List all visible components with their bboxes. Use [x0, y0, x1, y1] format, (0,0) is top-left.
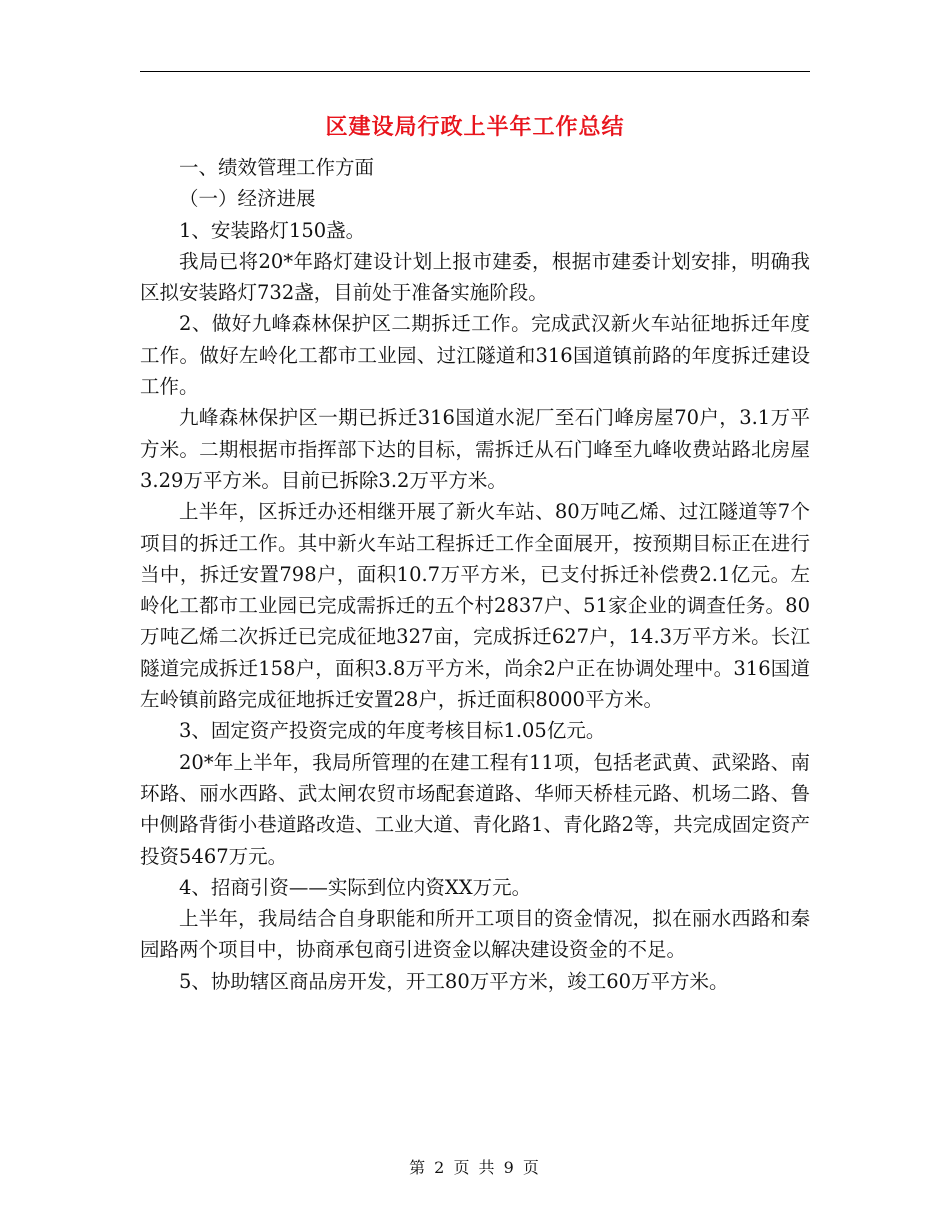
paragraph: 九峰森林保护区一期已拆迁316国道水泥厂至石门峰房屋70户，3.1万平方米。二期根据市指挥部下达的目标，需拆迁从石门峰至九峰收费站路北房屋3.29万平方米。目前已拆除3.2万平方米。	[140, 406, 810, 492]
paragraph: 上半年，我局结合自身职能和所开工项目的资金情况，拟在丽水西路和秦园路两个项目中，协商承包商引进资金以解决建设资金的不足。	[140, 907, 810, 962]
paragraph: 一、绩效管理工作方面	[179, 156, 375, 179]
paragraph: 20*年上半年，我局所管理的在建工程有11项，包括老武黄、武梁路、南环路、丽水西路、武太闸农贸市场配套道路、华师天桥桂元路、机场二路、鲁中侧路背街小巷道路改造、工业大道、青化路1、青化路2等，共完成固定资产投资5467万元。	[140, 750, 810, 868]
paragraph: 4、招商引资——实际到位内资XX万元。	[179, 875, 532, 899]
page-footer: 第 2 页 共 9 页	[409, 1158, 541, 1177]
document-title: 区建设局行政上半年工作总结	[325, 115, 625, 140]
paragraph: 3、固定资产投资完成的年度考核目标1.05亿元。	[179, 719, 606, 743]
paragraph: 1、安装路灯150盏。	[179, 218, 366, 242]
document-body	[140, 152, 810, 997]
paragraph: 上半年，区拆迁办还相继开展了新火车站、80万吨乙烯、过江隧道等7个项目的拆迁工作。其中新火车站工程拆迁工作全面展开，按预期目标正在进行当中，拆迁安置798户，面积10.7万平方米，已支付拆迁补偿费2.1亿元。左岭化工都市工业园已完成需拆迁的五个村2837户、51家企业的调查任务。80万吨乙烯二次拆迁已完成征地327亩，完成拆迁627户，14.3万平方米。长江隧道完成拆迁158户，面积3.8万平方米，尚余2户正在协调处理中。316国道左岭镇前路完成征地拆迁安置28户，拆迁面积8000平方米。	[140, 500, 810, 712]
paragraph: 我局已将20*年路灯建设计划上报市建委，根据市建委计划安排，明确我区拟安装路灯732盏，目前处于准备实施阶段。	[140, 249, 810, 305]
paragraph: 5、协助辖区商品房开发，开工80万平方米，竣工60万平方米。	[179, 969, 729, 993]
paragraph: （一）经济进展	[179, 187, 316, 211]
paragraph: 2、做好九峰森林保护区二期拆迁工作。完成武汉新火车站征地拆迁年度工作。做好左岭化工都市工业园、过江隧道和316国道镇前路的年度拆迁建设工作。	[140, 312, 810, 399]
header-rule	[140, 71, 810, 72]
